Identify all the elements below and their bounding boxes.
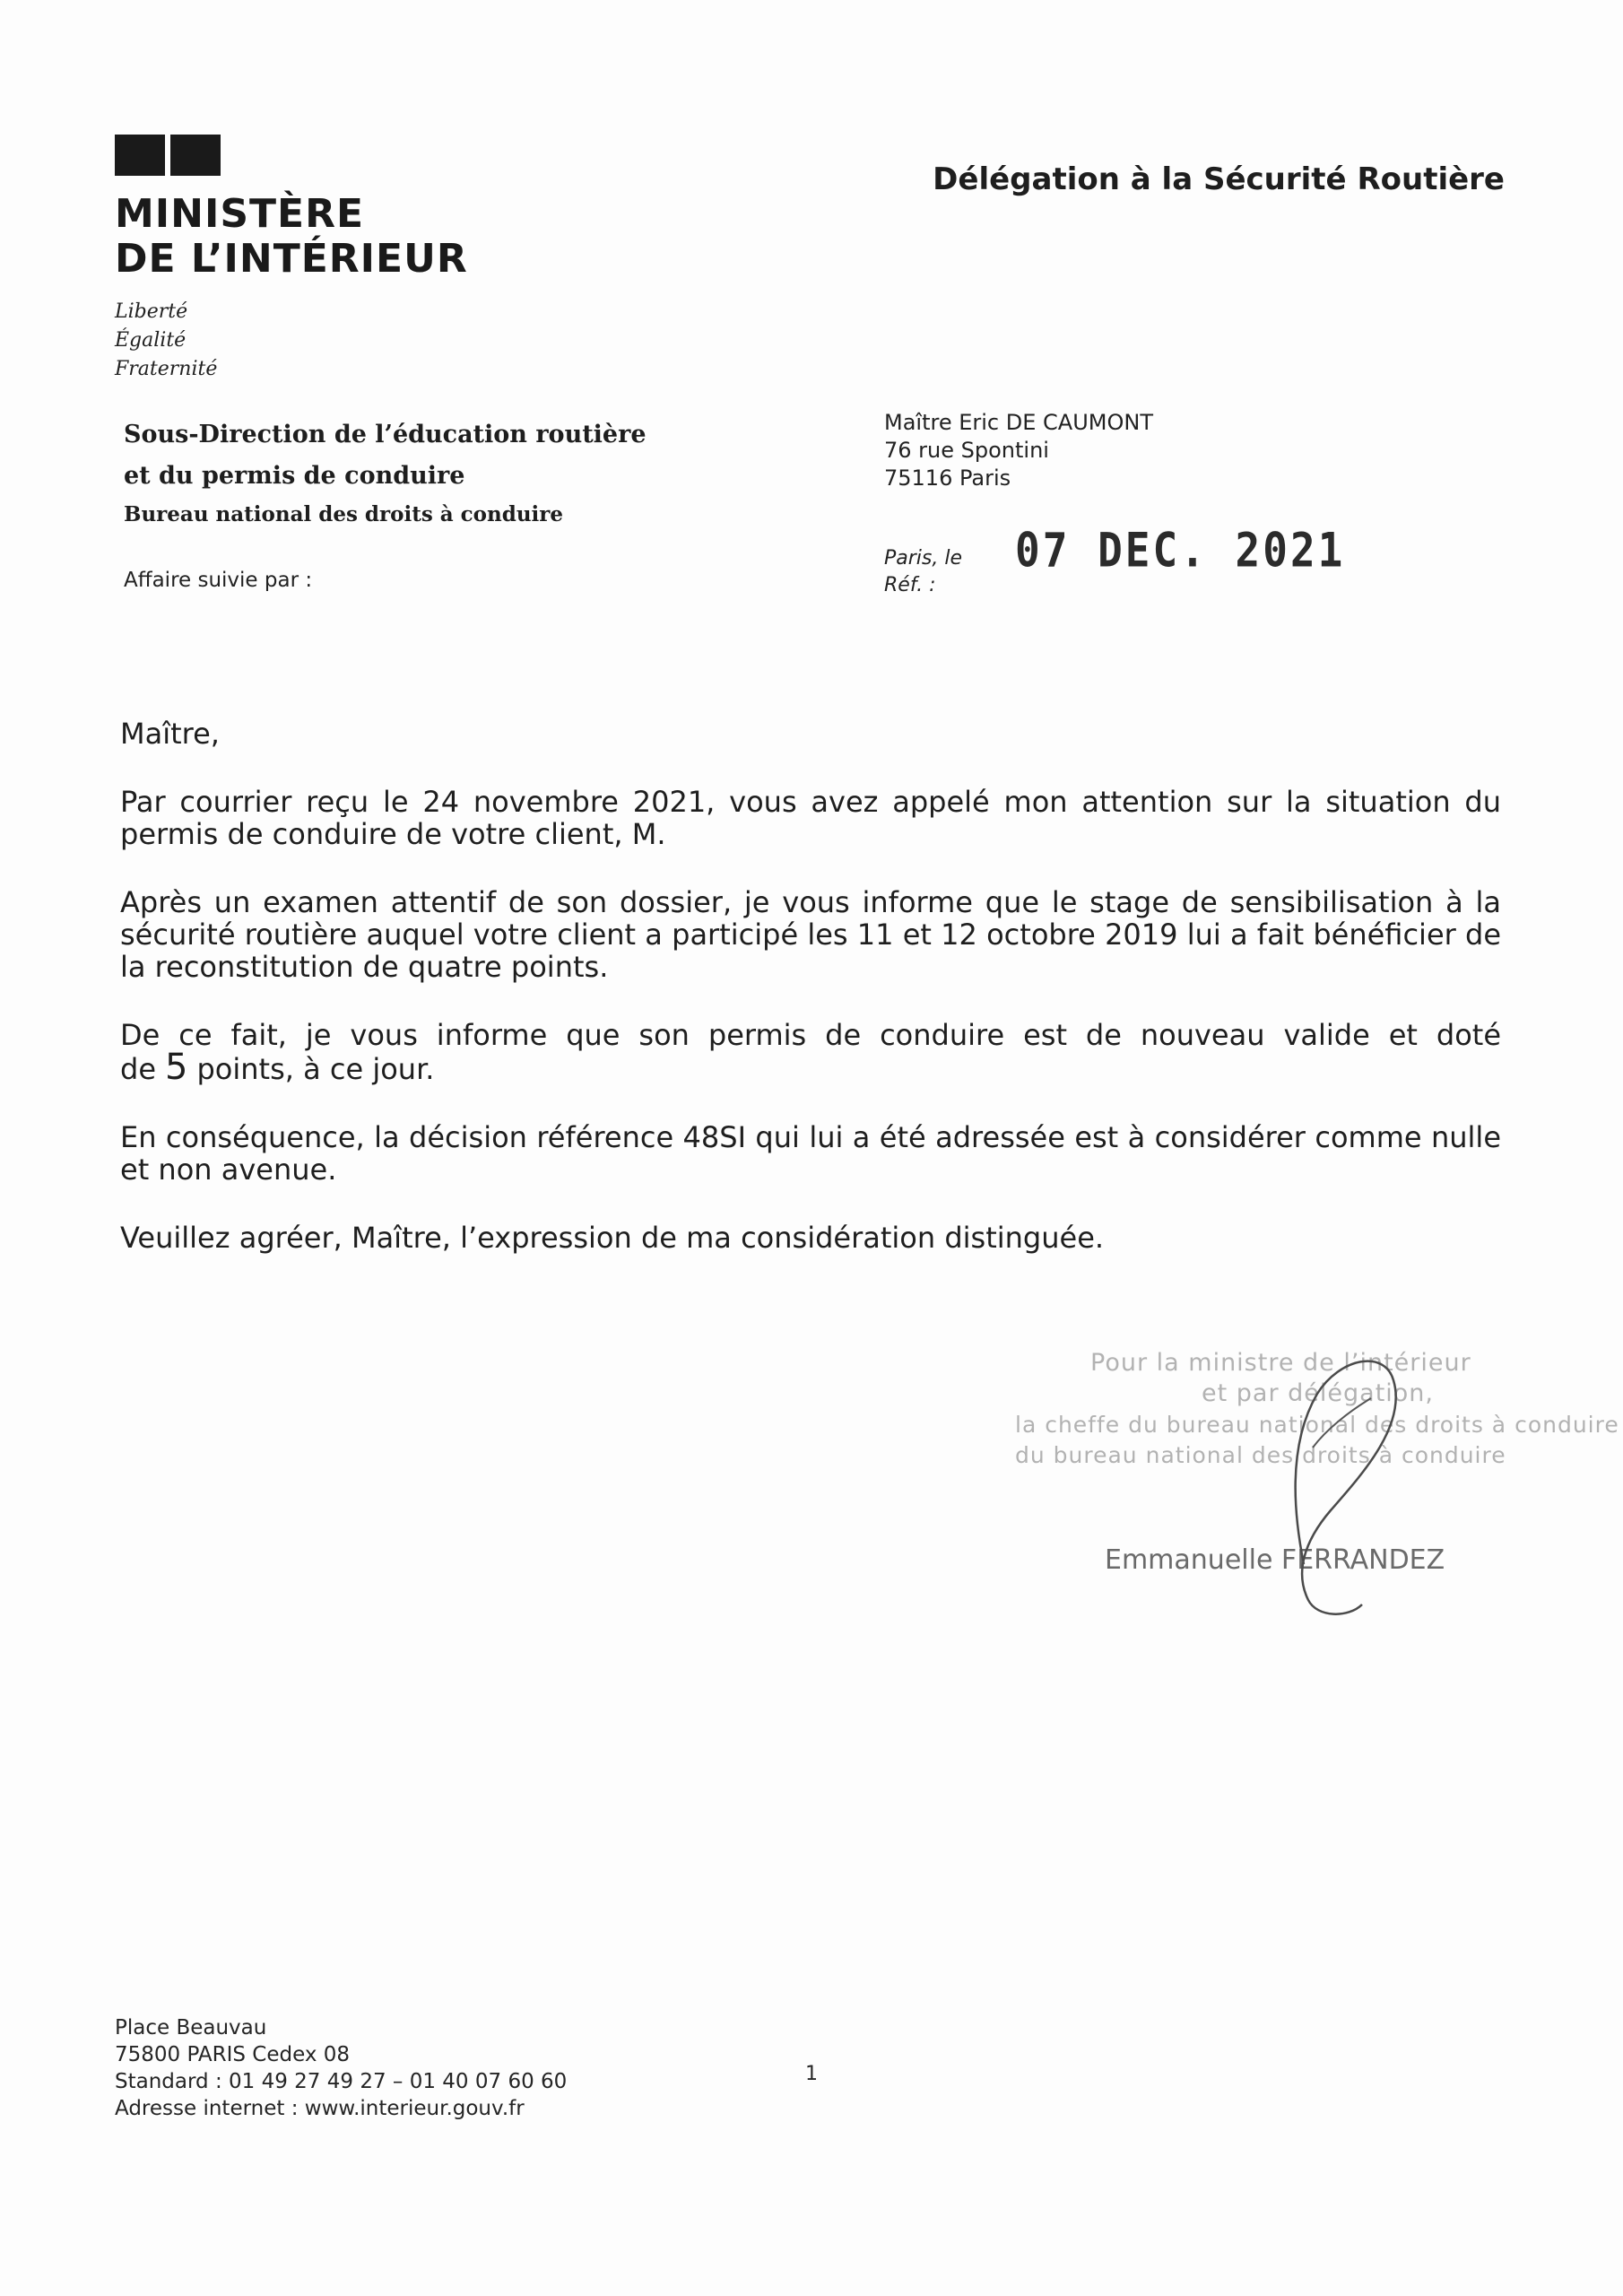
date-stamp: 07 DEC. 2021	[1015, 521, 1346, 578]
motto-liberte: Liberté	[115, 300, 188, 323]
recipient-city: 75116 Paris	[884, 465, 1011, 491]
marianne-logo-icon	[115, 135, 222, 179]
signature-line-1: Pour la ministre de l’intérieur	[1090, 1349, 1471, 1377]
affaire-suivie-label: Affaire suivie par :	[124, 569, 313, 592]
signatory-name: Emmanuelle FERRANDEZ	[1105, 1544, 1445, 1576]
sender-line-2: et du permis de conduire	[124, 462, 465, 490]
footer-line-2: 75800 PARIS Cedex 08	[115, 2043, 351, 2066]
paragraph-3-start: De ce fait, je vous informe que son permis de conduire est de nouveau valide et doté de	[120, 1018, 1501, 1086]
ministry-line-1: MINISTÈRE	[115, 191, 365, 237]
republic-motto	[115, 298, 468, 384]
paragraph-4: En conséquence, la décision référence 48SI qui lui a été adressée est à considérer comme nulle et non avenue.	[120, 1120, 1501, 1187]
signature-line-2: et par délégation,	[1202, 1379, 1434, 1407]
paragraph-3	[120, 1018, 1501, 1088]
handwritten-signature	[1008, 1340, 1528, 1627]
signature-block	[1008, 1340, 1619, 1627]
recipient-name: Maître Eric DE CAUMONT	[884, 410, 1153, 435]
signature-line-4: du bureau national des droits à conduire	[1015, 1442, 1506, 1468]
dateline	[884, 545, 962, 599]
recipient-street: 76 rue Spontini	[884, 438, 1049, 463]
recipient-address	[884, 409, 1153, 492]
ministry-logo	[115, 135, 468, 384]
place-label: Paris, le	[884, 547, 963, 570]
sender-line-1: Sous-Direction de l’éducation routière	[124, 421, 647, 448]
paragraph-2: Après un examen attentif de son dossier, je vous informe que le stage de sensibilisation à la sécurité routière auquel votre client a participé les 11 et 12 octobre 2019 lui a fait bénéficier de la reconstitution de quatre points.	[120, 885, 1501, 984]
paragraph-1: Par courrier reçu le 24 novembre 2021, vous avez appelé mon attention sur la situation du permis de conduire de votre client, M.	[120, 785, 1501, 851]
ministry-name	[115, 192, 468, 282]
footer-line-1: Place Beauvau	[115, 2016, 267, 2039]
page-number: 1	[805, 2063, 818, 2085]
motto-fraternite: Fraternité	[115, 358, 218, 380]
footer-address	[115, 2014, 567, 2122]
sender-line-3: Bureau national des droits à conduire	[124, 502, 564, 526]
points-count: 5	[165, 1047, 188, 1088]
signature-line-3: la cheffe du bureau national des droits à conduire	[1015, 1412, 1619, 1438]
footer-phone: Standard : 01 49 27 49 27 – 01 40 07 60 60	[115, 2070, 568, 2093]
letter-body	[120, 718, 1501, 1290]
footer-website: Adresse internet : www.interieur.gouv.fr	[115, 2097, 525, 2120]
motto-egalite: Égalité	[115, 329, 187, 352]
reference-label: Réf. :	[884, 574, 936, 596]
delegation-title: Délégation à la Sécurité Routière	[933, 161, 1505, 197]
salutation: Maître,	[120, 717, 220, 751]
closing-paragraph: Veuillez agréer, Maître, l’expression de ma considération distinguée.	[120, 1221, 1105, 1255]
sender-block	[124, 414, 647, 533]
paragraph-3-end: points, à ce jour.	[196, 1052, 435, 1086]
ministry-line-2: DE L’INTÉRIEUR	[115, 236, 468, 282]
